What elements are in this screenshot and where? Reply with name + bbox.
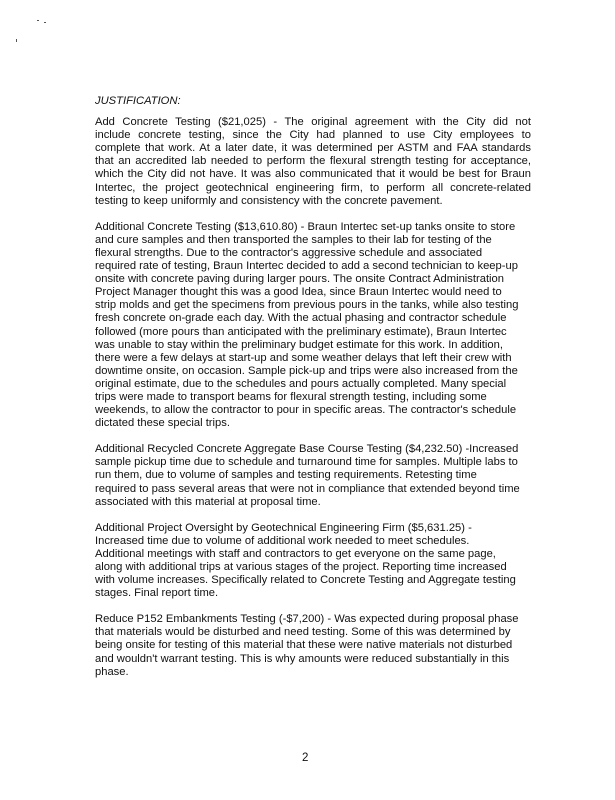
- text-line: dictated these special trips.: [95, 417, 230, 430]
- scan-speck: [44, 22, 46, 23]
- section-heading: JUSTIFICATION:: [95, 95, 181, 107]
- text-line: Increased time due to volume of additional work needed to meet schedules.: [95, 534, 470, 547]
- text-line: complete that work. At a later date, it was determined per ASTM and FAA standards: [95, 142, 531, 155]
- text-line: associated with this material at proposal time.: [95, 495, 321, 508]
- text-line: sample pickup time due to schedule and turnaround time for samples. Multiple labs to: [95, 456, 518, 469]
- text-line: with volume increases. Specifically related to Concrete Testing and Aggregate testing: [95, 574, 516, 587]
- text-line: Additional meetings with staff and contractors to get everyone on the same page,: [95, 547, 496, 560]
- text-line: testing to keep uniformly and consistency with the concrete pavement.: [95, 194, 443, 207]
- text-line: and cure samples and then transported the samples to their lab for testing of the: [95, 233, 492, 246]
- paragraph-reduce-embankments-testing: [95, 613, 531, 678]
- text-line: downtime onsite, on occasion. Sample pick-up and trips were also increased from the: [95, 364, 518, 377]
- text-line: Project Manager thought this was a good Idea, since Braun Intertec would need to: [95, 286, 502, 299]
- scan-speck: [37, 20, 39, 21]
- text-line: followed (more pours than anticipated with the preliminary estimate), Braun Intertec: [95, 325, 507, 338]
- text-line: include concrete testing, since the City had planned to use City employees to: [95, 129, 531, 142]
- text-line: Additional Project Oversight by Geotechnical Engineering Firm ($5,631.25) -: [95, 521, 472, 534]
- text-line: required rate of testing, Braun Intertec decided to add a second technician to keep-up: [95, 260, 518, 273]
- text-line: that materials would be disturbed and need testing. Some of this was determined by: [95, 626, 511, 639]
- text-line: trips were made to transport beams for flexural strength testing, including some: [95, 390, 487, 403]
- text-line: there were a few delays at start-up and some weather delays that left their crew with: [95, 351, 512, 364]
- justification-body: [95, 116, 531, 679]
- text-line: was unable to stay within the preliminary budget estimate for this work. In addition,: [95, 338, 503, 351]
- text-line: along with additional trips at various stages of the project. Reporting time increased: [95, 561, 507, 573]
- text-line: original estimate, due to the schedules and pours actually completed. Many special: [95, 377, 507, 390]
- text-line: strip molds and get the specimens from previous pours in the tanks, while also testing: [95, 299, 519, 312]
- text-line: flexural strengths. Due to the contractor's aggressive schedule and associated: [95, 246, 483, 259]
- page-number: 2: [302, 752, 309, 764]
- text-line: Reduce P152 Embankments Testing (-$7,200) - Was expected during proposal phase: [95, 613, 519, 626]
- text-line: being onsite for testing of this material that these were native materials not disturbed: [95, 639, 513, 652]
- text-line: weekends, to allow the contractor to pour in specific areas. The contractor's schedule: [95, 404, 517, 417]
- text-line: which the City did not have. It was also communicated that it would be best for Braun: [95, 168, 531, 181]
- text-line: run them, due to volume of samples and testing requirements. Retesting time: [95, 469, 477, 482]
- text-line: fresh concrete on-grade each day. With the actual phasing and contractor schedule: [95, 312, 507, 325]
- paragraph-add-concrete-testing: [95, 116, 531, 208]
- scan-speck: [16, 39, 17, 42]
- text-line: Add Concrete Testing ($21,025) - The original agreement with the City did not: [95, 116, 531, 129]
- text-line: Additional Concrete Testing ($13,610.80) - Braun Intertec set-up tanks onsite to store: [95, 220, 516, 233]
- paragraph-project-oversight: [95, 522, 531, 601]
- text-line: that an accredited lab needed to perform the flexural strength testing for acceptance,: [95, 155, 531, 168]
- text-line: phase.: [95, 665, 129, 678]
- text-line: required to pass several areas that were not in compliance that extended beyond time: [95, 482, 520, 495]
- text-line: stages. Final report time.: [95, 587, 219, 600]
- text-line: and wouldn't warrant testing. This is why amounts were reduced substantially in this: [95, 652, 510, 665]
- paragraph-additional-concrete-testing: [95, 221, 531, 431]
- paragraph-recycled-aggregate-testing: [95, 443, 531, 508]
- document-page: [95, 95, 531, 692]
- text-line: Additional Recycled Concrete Aggregate Base Course Testing ($4,232.50) -Increased: [95, 443, 519, 456]
- text-line: Intertec, the project geotechnical engineering firm, to perform all concrete-related: [95, 181, 531, 194]
- text-line: onsite with concrete paving during larger pours. The onsite Contract Administration: [95, 273, 504, 286]
